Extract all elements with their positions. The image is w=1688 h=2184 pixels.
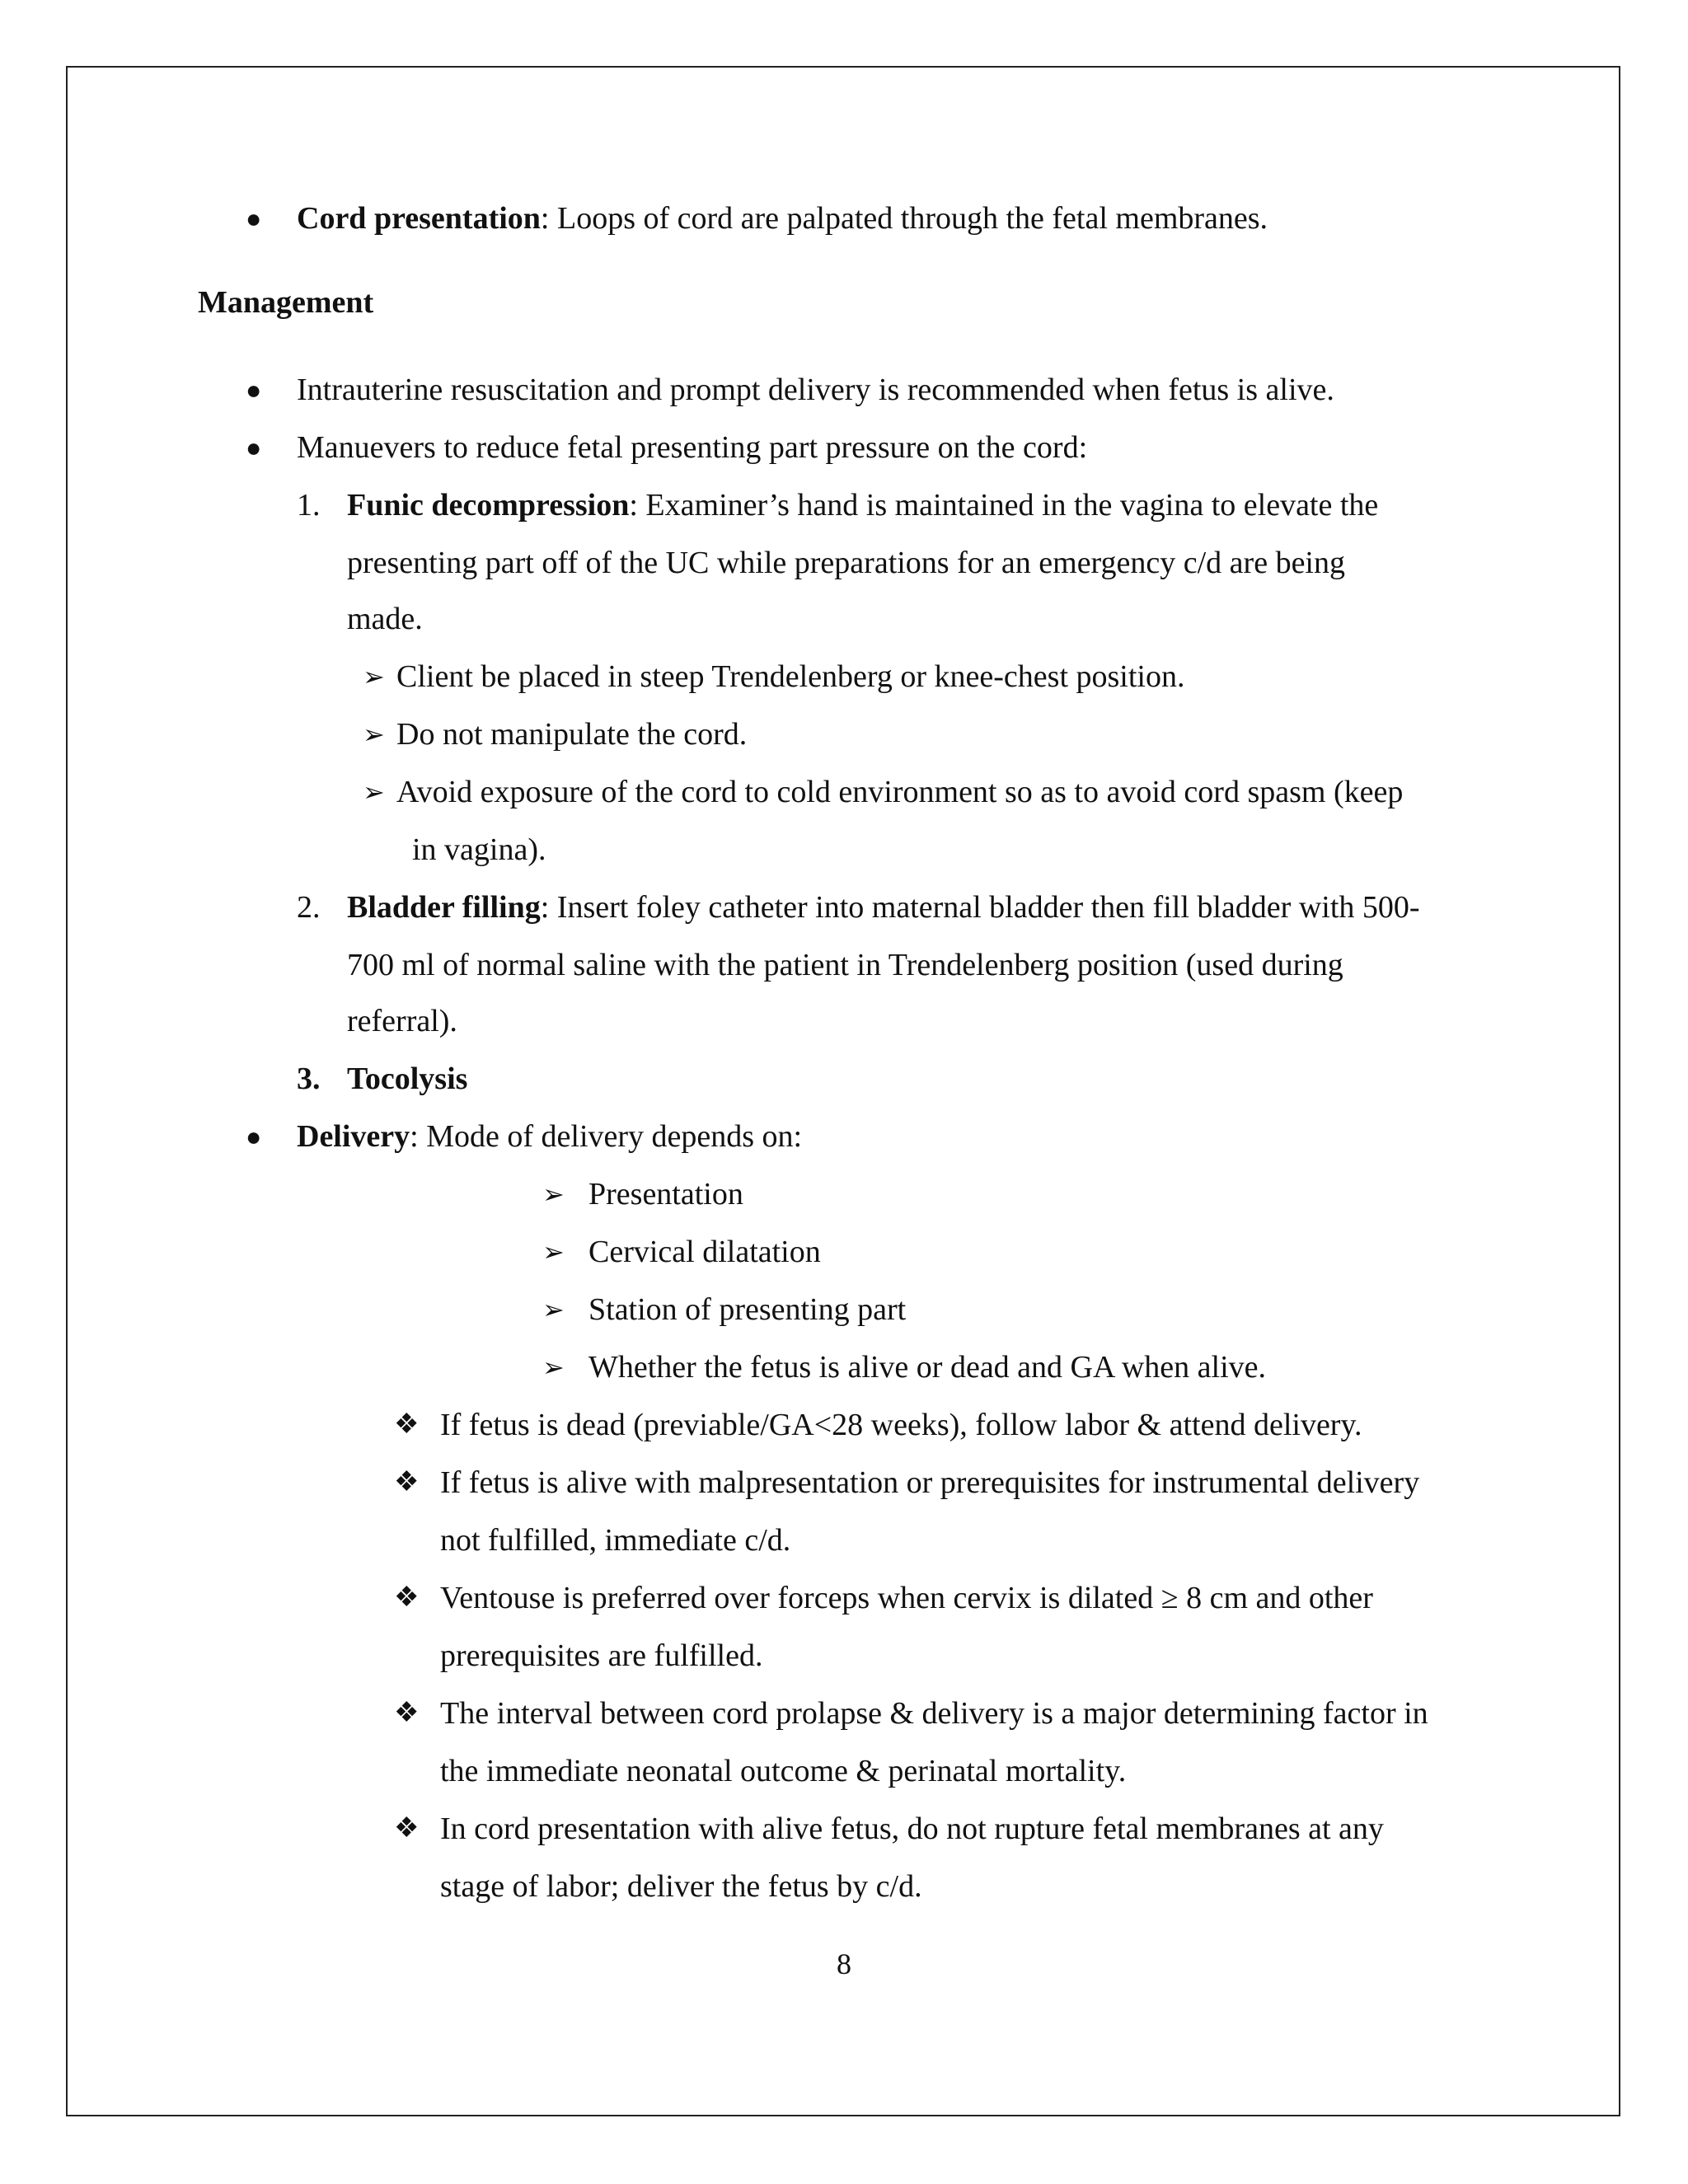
arrowhead-bullet-icon: ➢ [363, 719, 385, 749]
cord-presentation-text: : Loops of cord are palpated through the fetal membranes. [540, 201, 1268, 236]
arrowhead-bullet-icon: ➢ [363, 662, 385, 691]
page-number: 8 [837, 1947, 851, 1980]
cord-presentation-term: Cord presentation [297, 201, 541, 236]
note-2-line-1: If fetus is alive with malpresentation or prerequisites for instrumental delivery [440, 1465, 1420, 1500]
note-1: If fetus is dead (previable/GA<28 weeks), follow labor & attend delivery. [440, 1408, 1362, 1442]
arrowhead-bullet-icon: ➢ [542, 1237, 565, 1267]
item-1-sub-3-line-2: in vagina). [412, 832, 546, 867]
cord-presentation-line [297, 199, 1268, 237]
four-diamond-bullet-icon: ❖ [394, 1467, 420, 1497]
four-diamond-bullet-icon: ❖ [394, 1698, 420, 1728]
management-bullet-1: Intrauterine resuscitation and prompt delivery is recommended when fetus is alive. [297, 373, 1334, 407]
item-1-line-3: made. [347, 602, 423, 636]
delivery-factor: Cervical dilatation [588, 1235, 821, 1269]
funic-decompression-term: Funic decompression [347, 488, 630, 523]
arrowhead-bullet-icon: ➢ [542, 1352, 565, 1382]
bullet-dot-icon: ● [246, 375, 262, 405]
delivery-factor: Presentation [588, 1177, 743, 1212]
four-diamond-bullet-icon: ❖ [394, 1582, 420, 1613]
item-1-line-2: presenting part off of the UC while preparations for an emergency c/d are being [347, 546, 1345, 580]
item-1-number: 1. [297, 488, 321, 523]
note-4-line-2: the immediate neonatal outcome & perinatal mortality. [440, 1754, 1127, 1788]
note-3-line-2: prerequisites are fulfilled. [440, 1638, 763, 1673]
note-5-line-1: In cord presentation with alive fetus, do not rupture fetal membranes at any [440, 1811, 1384, 1846]
item-2-line-3: referral). [347, 1004, 457, 1038]
note-5-line-2: stage of labor; deliver the fetus by c/d. [440, 1869, 922, 1904]
four-diamond-bullet-icon: ❖ [394, 1409, 420, 1440]
item-2-line-2: 700 ml of normal saline with the patient in Trendelenberg position (used during [347, 948, 1343, 982]
delivery-factor: Whether the fetus is alive or dead and GA when alive. [588, 1350, 1266, 1385]
management-bullet-2: Manuevers to reduce fetal presenting part pressure on the cord: [297, 430, 1088, 465]
arrowhead-bullet-icon: ➢ [542, 1295, 565, 1324]
four-diamond-bullet-icon: ❖ [394, 1813, 420, 1844]
item-1-sub-1: Client be placed in steep Trendelenberg or knee-chest position. [396, 659, 1185, 694]
item-1-text-1: : Examiner’s hand is maintained in the vagina to elevate the [629, 488, 1379, 523]
delivery-text: : Mode of delivery depends on: [410, 1119, 803, 1154]
item-1-line-1 [347, 486, 1378, 524]
item-1-sub-3-line-1: Avoid exposure of the cord to cold environment so as to avoid cord spasm (keep [396, 775, 1404, 809]
item-2-line-1 [347, 888, 1420, 926]
note-2-line-2: not fulfilled, immediate c/d. [440, 1523, 791, 1558]
delivery-term: Delivery [297, 1119, 410, 1154]
note-4-line-1: The interval between cord prolapse & delivery is a major determining factor in [440, 1696, 1428, 1731]
bullet-dot-icon: ● [246, 433, 262, 462]
item-3-line [347, 1060, 467, 1098]
bullet-dot-icon: ● [246, 1122, 262, 1151]
item-2-text-1: : Insert foley catheter into maternal bladder then fill bladder with 500- [540, 890, 1420, 925]
note-3-line-1: Ventouse is preferred over forceps when cervix is dilated ≥ 8 cm and other [440, 1581, 1373, 1615]
item-1-sub-2: Do not manipulate the cord. [396, 717, 748, 752]
tocolysis-term: Tocolysis [347, 1062, 468, 1096]
management-heading: Management [198, 285, 374, 320]
bladder-filling-term: Bladder filling [347, 890, 541, 925]
arrowhead-bullet-icon: ➢ [542, 1179, 565, 1209]
item-2-number: 2. [297, 890, 321, 925]
delivery-line [297, 1118, 802, 1155]
bullet-dot-icon: ● [246, 204, 262, 233]
delivery-factor: Station of presenting part [588, 1292, 907, 1327]
item-3-number: 3. [297, 1062, 321, 1096]
arrowhead-bullet-icon: ➢ [363, 777, 385, 807]
